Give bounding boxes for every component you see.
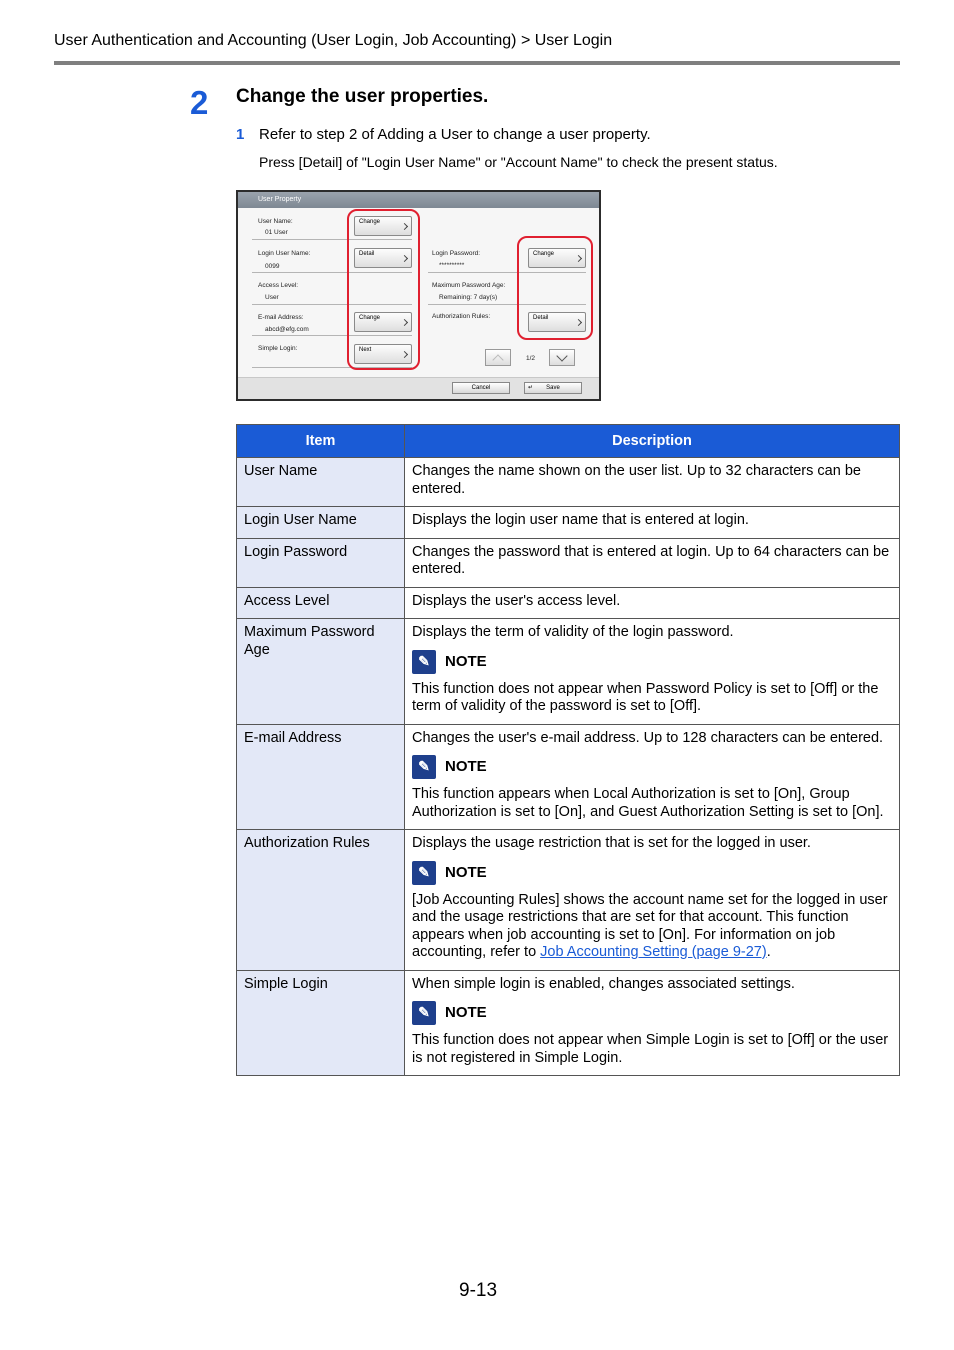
right-buttons-highlight [517, 236, 593, 340]
simple-login-label: Simple Login: [258, 345, 298, 352]
substep-note: Press [Detail] of "Login User Name" or "Account Name" to check the present status. [259, 154, 778, 170]
breadcrumb: User Authentication and Accounting (User Login, Job Accounting) > User Login [54, 32, 613, 49]
login-user-name-label: Login User Name: [258, 250, 311, 257]
table-row [237, 619, 900, 725]
description-cell: Changes the name shown on the user list. Up to 32 characters can be entered. [405, 458, 900, 507]
table-row [237, 507, 900, 539]
item-cell: Simple Login [237, 970, 405, 1076]
login-user-name-value: 0099 [265, 263, 280, 270]
note-text: This function appears when Local Authorization is set to [On], Group Authorization is set to [On], and Guest Authorization Setting is set to [On]. [412, 786, 884, 820]
save-button[interactable]: ↵ Save [524, 382, 582, 394]
email-value: abcd@efg.com [265, 326, 309, 333]
item-cell: Login Password [237, 538, 405, 587]
login-user-name-detail-button[interactable]: Detail [354, 248, 412, 268]
page-down-button[interactable] [549, 349, 575, 366]
page-up-button[interactable] [485, 349, 511, 366]
description-text: Displays the usage restriction that is set for the logged in user. [412, 835, 811, 851]
step-title: Change the user properties. [236, 86, 489, 107]
user-property-screenshot [236, 190, 601, 401]
access-level-value: User [265, 294, 279, 301]
max-password-age-label: Maximum Password Age: [432, 282, 506, 289]
table-row [237, 587, 900, 619]
note-icon: ✎ [412, 1001, 436, 1025]
authorization-rules-label: Authorization Rules: [432, 313, 491, 320]
note-heading: ✎ NOTE [412, 755, 892, 779]
description-text: Displays the term of validity of the login password. [412, 624, 734, 640]
login-password-change-button[interactable]: Change [528, 248, 586, 268]
max-password-age-value: Remaining: 7 day(s) [439, 294, 498, 301]
item-cell: Access Level [237, 587, 405, 619]
description-cell [405, 724, 900, 830]
note-icon: ✎ [412, 650, 436, 674]
substep-text: Refer to step 2 of Adding a User to change a user property. [259, 126, 651, 143]
user-name-value: 01 User [265, 229, 288, 236]
description-cell [405, 830, 900, 971]
description-cell [405, 970, 900, 1076]
page-indicator: 1/2 [526, 355, 536, 362]
column-header-item: Item [237, 425, 405, 458]
user-name-change-button[interactable]: Change [354, 216, 412, 236]
simple-login-next-button[interactable]: Next [354, 344, 412, 364]
job-accounting-setting-link[interactable]: Job Accounting Setting (page 9-27) [540, 944, 767, 960]
description-text: When simple login is enabled, changes associated settings. [412, 975, 795, 992]
item-cell: Authorization Rules [237, 830, 405, 971]
page-number: 9-13 [459, 1280, 498, 1301]
access-level-label: Access Level: [258, 282, 299, 289]
note-heading: ✎ NOTE [412, 1001, 892, 1025]
description-cell: Displays the user's access level. [405, 587, 900, 619]
note-icon: ✎ [412, 861, 436, 885]
table-row [237, 538, 900, 587]
header-divider [54, 61, 900, 65]
item-cell: Maximum Password Age [237, 619, 405, 725]
item-description-table [236, 424, 900, 1076]
note-icon: ✎ [412, 755, 436, 779]
user-name-label: User Name: [258, 218, 293, 225]
note-text: This function does not appear when Password Policy is set to [Off] or the term of validity of the password is set to [Off]. [412, 680, 879, 714]
change-buttons-highlight [347, 209, 420, 370]
email-label: E-mail Address: [258, 314, 304, 321]
table-row [237, 830, 900, 971]
item-cell: Login User Name [237, 507, 405, 539]
description-cell [405, 619, 900, 725]
authorization-rules-detail-button[interactable]: Detail [528, 312, 586, 332]
item-cell: User Name [237, 458, 405, 507]
enter-icon: ↵ [528, 385, 534, 391]
email-change-button[interactable]: Change [354, 312, 412, 332]
table-row [237, 970, 900, 1076]
description-cell: Changes the password that is entered at login. Up to 64 characters can be entered. [405, 538, 900, 587]
login-password-label: Login Password: [432, 250, 481, 257]
note-text: This function does not appear when Simple Login is set to [Off] or the user is not registered in Simple Login. [412, 1032, 889, 1066]
cancel-button[interactable]: Cancel [452, 382, 510, 394]
login-password-value: ********** [439, 262, 465, 269]
note-text: [Job Accounting Rules] shows the account name set for the logged in user and the usage restrictions that are set for that account. This function appears when job accounting is set to [On]. For information on job accounting, refer to Job Accounting Setting (page 9-27). [412, 891, 888, 960]
panel-footer [238, 377, 599, 399]
description-cell: Displays the login user name that is entered at login. [405, 507, 900, 539]
note-heading: ✎ NOTE [412, 650, 892, 674]
table-row [237, 458, 900, 507]
table-row [237, 724, 900, 830]
panel-title: User Property [238, 192, 599, 208]
column-header-description: Description [405, 425, 900, 458]
description-text: Changes the user's e-mail address. Up to 128 characters can be entered. [412, 729, 884, 746]
substep-number: 1 [236, 126, 245, 143]
note-heading: ✎ NOTE [412, 861, 892, 885]
step-number: 2 [190, 84, 209, 121]
item-cell: E-mail Address [237, 724, 405, 830]
